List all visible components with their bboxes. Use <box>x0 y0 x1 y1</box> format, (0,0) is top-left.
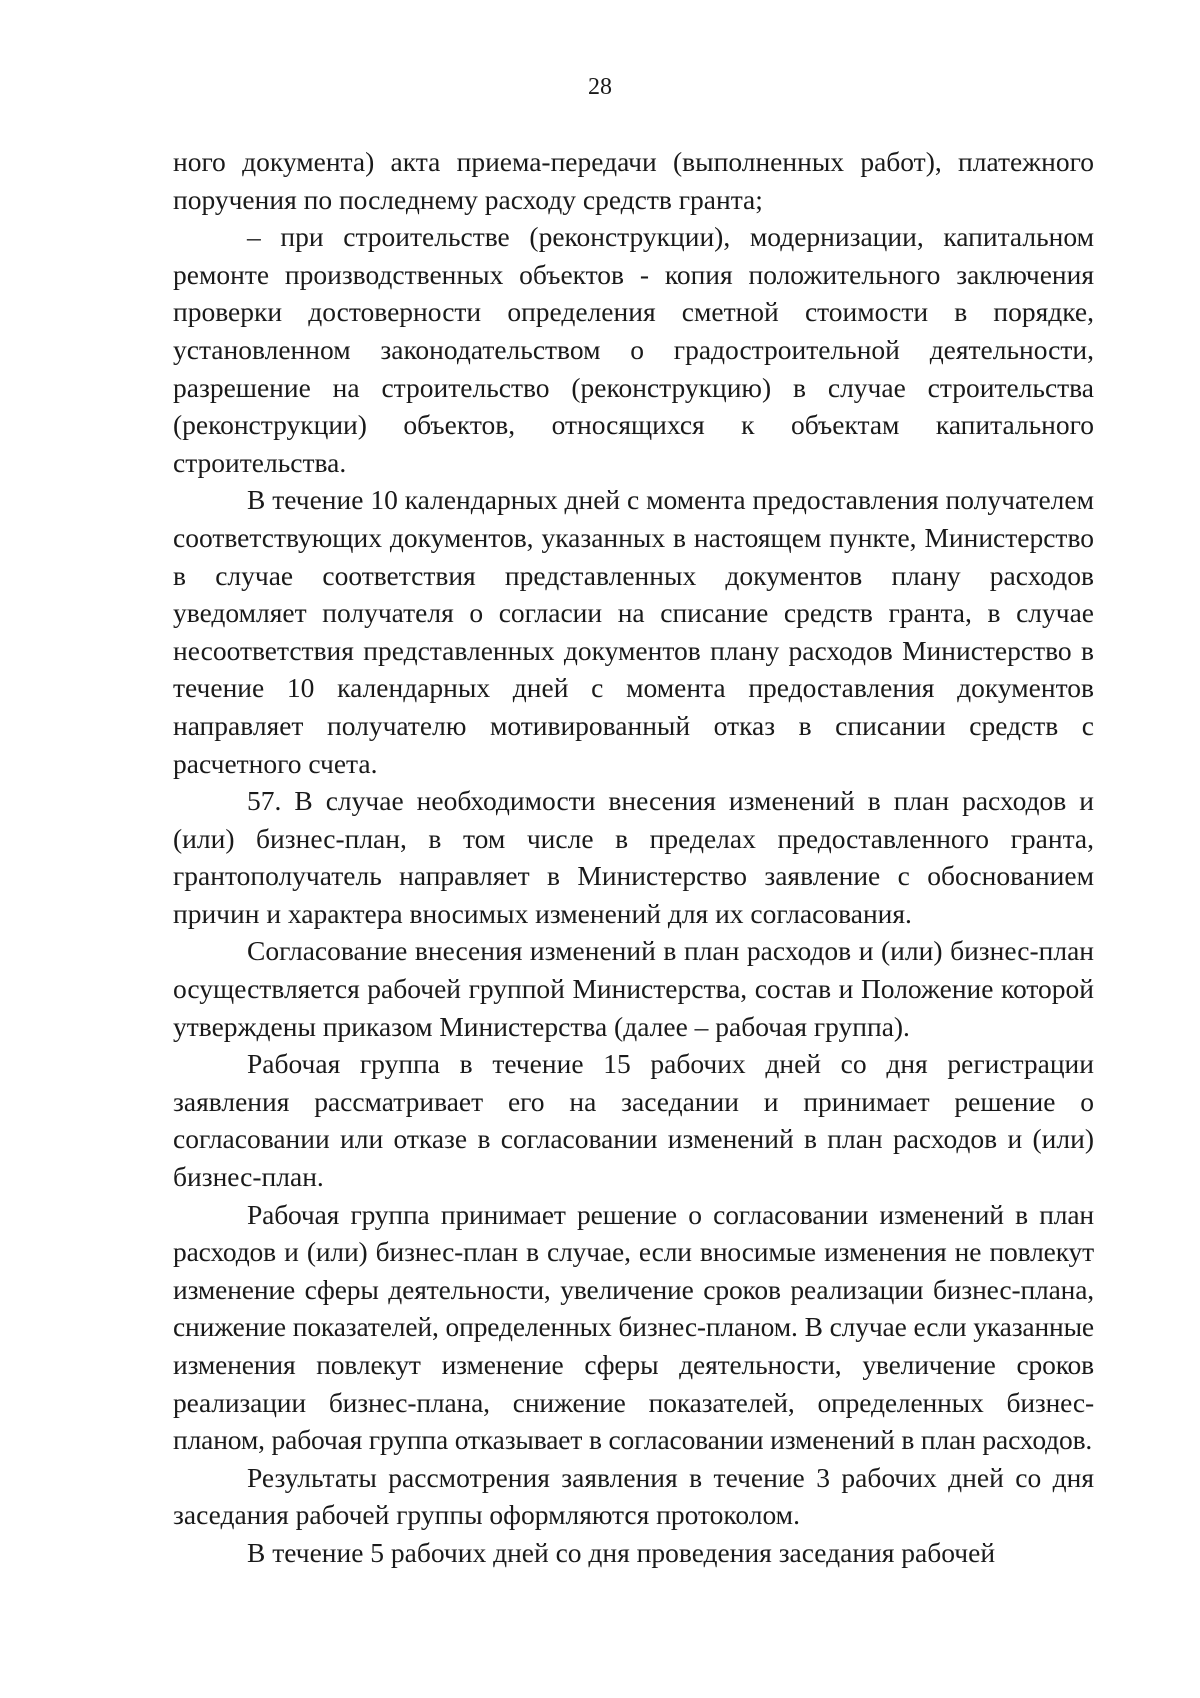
paragraph-8: Результаты рассмотрения заявления в течение 3 рабочих дней со дня заседания рабочей группы оформляются протоколом. <box>173 1461 1094 1531</box>
document-body <box>173 143 1094 1572</box>
paragraph-6: Рабочая группа в течение 15 рабочих дней со дня регистрации заявления рассматривает его на заседании и принимает решение о согласовании или отказе в согласовании изменений в план расходов и (или) бизнес-план. <box>173 1048 1094 1193</box>
paragraph-5: Согласование внесения изменений в план расходов и (или) бизнес-план осуществляется рабочей группой Министерства, состав и Положение которой утверждены приказом Министерства (далее – рабочая группа). <box>173 935 1094 1042</box>
paragraph-1: ного документа) акта приема-передачи (выполненных работ), платежного поручения по последнему расходу средств гранта; <box>173 146 1094 215</box>
page-number: 28 <box>588 74 612 100</box>
paragraph-4: 57. В случае необходимости внесения изменений в план расходов и (или) бизнес-план, в том числе в пределах предоставленного гранта, грантополучатель направляет в Министерство заявление с обоснованием причин и характера вносимых изменений для их согласования. <box>173 785 1094 929</box>
paragraph-2: – при строительстве (реконструкции), модернизации, капитальном ремонте производственных объектов - копия положительного заключения проверки достоверности определения сметной стоимости в порядке, установленном законодательством о градостроительной деятельности, разрешение на строительство (реконструкцию) в случае строительства (реконструкции) объектов, относящихся к объектам капитального строительства. <box>173 221 1094 478</box>
paragraph-9: В течение 5 рабочих дней со дня проведения заседания рабочей <box>247 1536 996 1568</box>
paragraph-3: В течение 10 календарных дней с момента предоставления получателем соответствующих документов, указанных в настоящем пункте, Министерство в случае соответствия представленных документов плану расходов уведомляет получателя о согласии на списание средств гранта, в случае несоответствия представленных документов плану расходов Министерство в течение 10 календарных дней с момента предоставления документов направляет получателю мотивированный отказ в списании средств с расчетного счета. <box>173 484 1094 779</box>
paragraph-7: Рабочая группа принимает решение о согласовании изменений в план расходов и (или) бизнес-план в случае, если вносимые изменения не повлекут изменение сферы деятельности, увеличение сроков реализации бизнес-плана, снижение показателей, определенных бизнес-планом. В случае если указанные изменения повлекут изменение сферы деятельности, увеличение сроков реализации бизнес-плана, снижение показателей, определенных бизнес-планом, рабочая группа отказывает в согласовании изменений в план расходов. <box>173 1198 1094 1456</box>
